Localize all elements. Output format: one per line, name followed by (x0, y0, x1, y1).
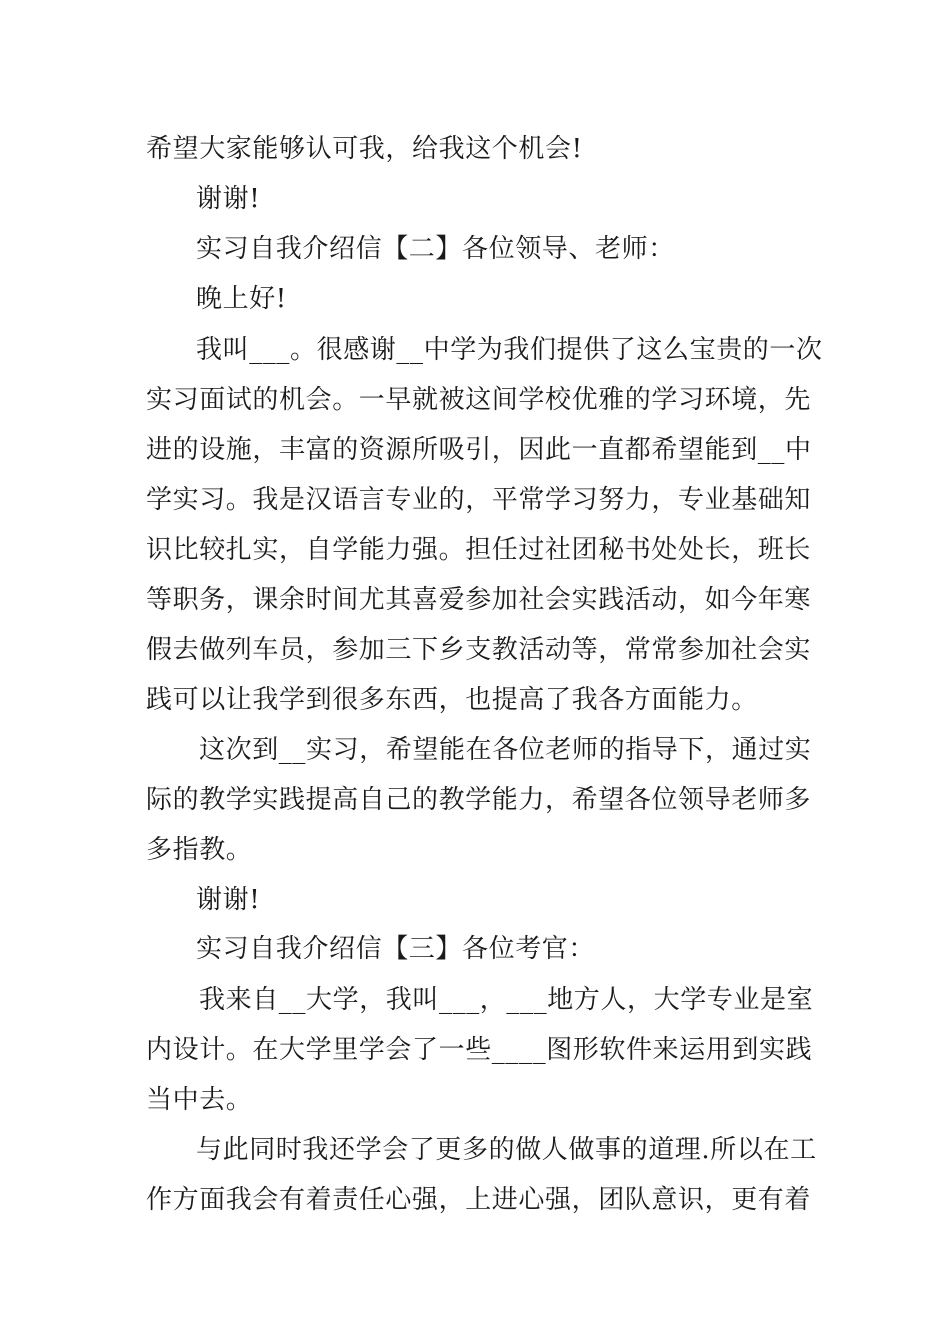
paragraph-line: 践可以让我学到很多东西，也提高了我各方面能力。 (146, 685, 758, 715)
paragraph-line: 进的设施，丰富的资源所吸引，因此一直都希望能到__中 (146, 435, 812, 465)
paragraph-line: 谢谢! (196, 184, 261, 214)
section-heading: 实习自我介绍信【三】各位考官： (196, 934, 596, 964)
paragraph-line: 际的教学实践提高自己的教学能力，希望各位领导老师多 (146, 785, 812, 815)
paragraph-line: 作方面我会有着责任心强，上进心强，团队意识，更有着 (146, 1185, 812, 1215)
paragraph-line: 学实习。我是汉语言专业的，平常学习努力，专业基础知 (146, 485, 812, 515)
paragraph-line: 与此同时我还学会了更多的做人做事的道理.所以在工 (196, 1135, 817, 1165)
paragraph-line: 识比较扎实，自学能力强。担任过社团秘书处处长，班长 (146, 535, 812, 565)
paragraph-line: 当中去。 (146, 1085, 253, 1115)
paragraph-line: 我来自__大学，我叫___，___地方人，大学专业是室 (199, 985, 814, 1015)
paragraph-line: 等职务，课余时间尤其喜爱参加社会实践活动，如今年寒 (146, 585, 812, 615)
paragraph-line: 内设计。在大学里学会了一些____图形软件来运用到实践 (146, 1035, 813, 1065)
paragraph-line: 这次到__实习，希望能在各位老师的指导下，通过实 (199, 735, 812, 765)
paragraph-line: 实习面试的机会。一早就被这间学校优雅的学习环境，先 (146, 385, 812, 415)
paragraph-line: 谢谢! (196, 885, 261, 915)
paragraph-line: 假去做列车员，参加三下乡支教活动等，常常参加社会实 (146, 635, 812, 665)
paragraph-line: 我叫___。很感谢__中学为我们提供了这么宝贵的一次 (196, 335, 823, 365)
paragraph-line: 晚上好! (196, 284, 287, 314)
paragraph-line: 多指教。 (146, 835, 253, 865)
section-heading: 实习自我介绍信【二】各位领导、老师： (196, 234, 675, 264)
paragraph-line: 希望大家能够认可我，给我这个机会! (146, 134, 583, 164)
